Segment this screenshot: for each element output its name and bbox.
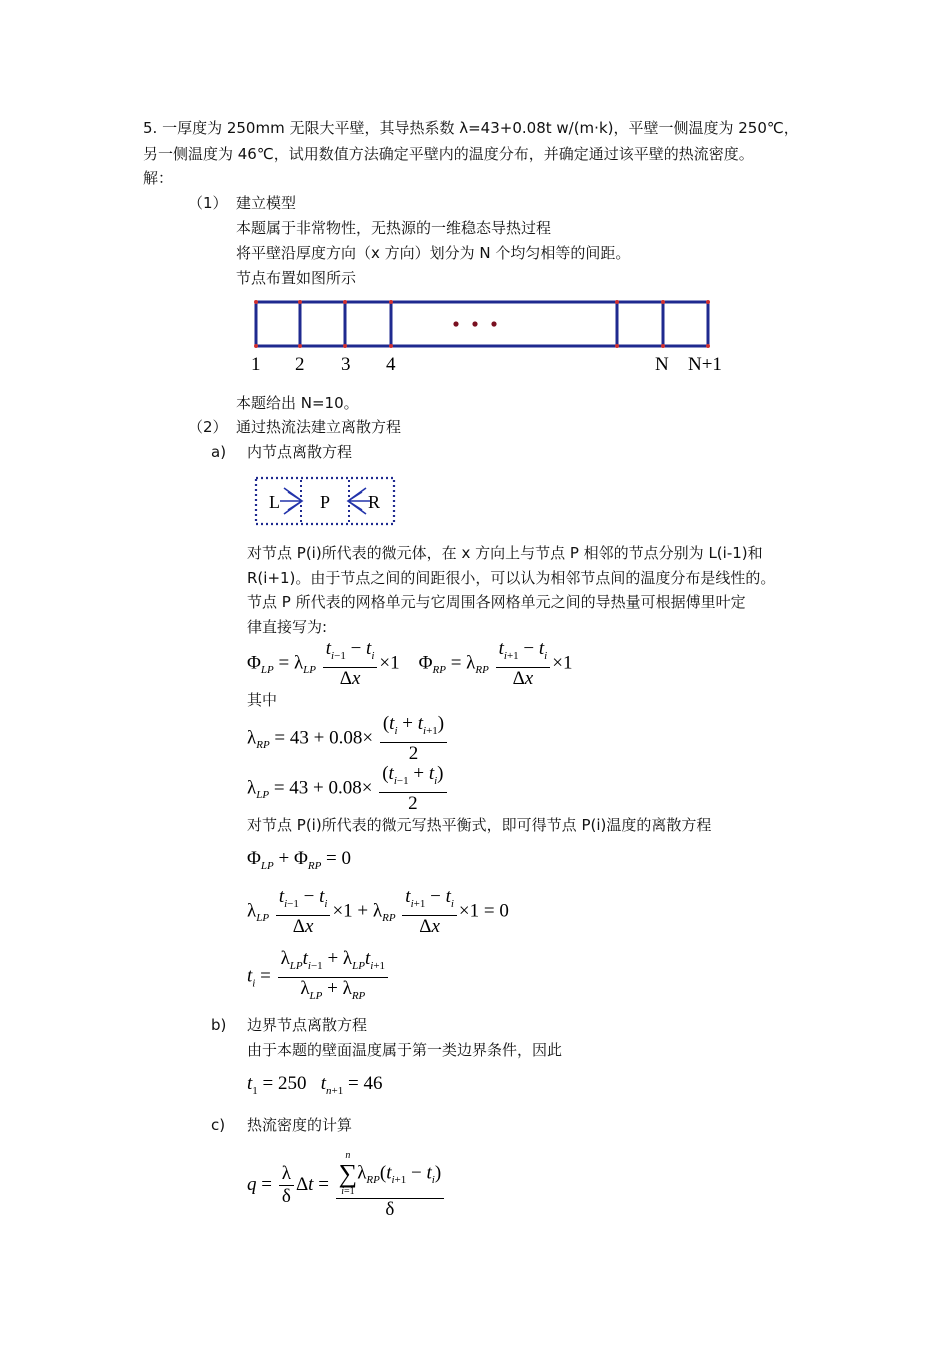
- part-a-para-3: 节点 P 所代表的网格单元与它周围各网格单元之间的导热量可根据傅里叶定: [247, 593, 746, 611]
- part-a-para-4: 律直接写为:: [247, 618, 328, 636]
- node-marker: [254, 344, 258, 348]
- step-1-title: 建立模型: [236, 194, 297, 212]
- part-b-label: b): [211, 1016, 227, 1034]
- part-a-para-2: R(i+1)。由于节点之间的间距很小，可以认为相邻节点间的温度分布是线性的。: [247, 569, 776, 587]
- node-marker: [706, 300, 710, 304]
- label-r: R: [368, 492, 381, 512]
- heat-flow-arrows-left: [280, 488, 302, 514]
- node-marker: [343, 300, 347, 304]
- step-1-text-3: 节点布置如图所示: [236, 269, 357, 287]
- wall-outline: [256, 302, 708, 346]
- equation-balance: $\Phi_{LP} + \Phi_{RP} = 0$: [247, 848, 352, 872]
- node-marker: [343, 344, 347, 348]
- step-2-number: （2）: [188, 418, 228, 436]
- node-marker: [389, 344, 393, 348]
- ellipsis-dot: [472, 321, 477, 326]
- label-p: P: [320, 492, 331, 512]
- step-1-text-1: 本题属于非常物性，无热源的一维稳态导热过程: [236, 219, 552, 237]
- problem-line-2: 另一侧温度为 46℃，试用数值方法确定平壁内的温度分布，并确定通过该平壁的热流密度。: [143, 145, 754, 163]
- equation-ti: $t_i$ = $\frac{\lambda_{LP}t_{i-1} + \lambda_{LP}t_{i+1}}{\lambda_{LP} + \lambda_{RP}}$: [247, 948, 390, 1007]
- part-a-para-1: 对节点 P(i)所代表的微元体，在 x 方向上与节点 P 相邻的节点分别为 L(i-1)和: [247, 544, 763, 562]
- equation-flux: $\Phi_{LP} = \lambda_{LP}$ $\frac{t_{i-1} - t_i}{\Delta x}$ ×1 $\Phi_{RP} = \lambda_{RP}$ $\frac{t_{i+1} - t_i}{\Delta x}$ ×1: [247, 638, 573, 689]
- equation-heat-flux: q = $\frac{\lambda}{\delta}$ Δt = n ∑ i=1 $\lambda_{RP}(t_{i+1} - t_i)$ δ: [247, 1150, 446, 1221]
- equation-boundary: $t_1 = 250$ $t_{n+1} = 46$: [247, 1073, 383, 1097]
- equation-lambda-lp: $\lambda_{LP} = 43 + 0.08\times$ $\frac{(t_{i-1} + t_i)}{2}$: [247, 763, 449, 815]
- equation-lambda-rp: $\lambda_{RP} = 43 + 0.08\times$ $\frac{(t_i + t_{i+1})}{2}$: [247, 713, 449, 765]
- ellipsis-dot: [491, 321, 496, 326]
- node-marker: [706, 344, 710, 348]
- node-marker: [615, 300, 619, 304]
- ellipsis-dots: [453, 321, 496, 326]
- node-label-1: 1: [251, 354, 261, 375]
- node-label-n-plus-1: N+1: [688, 354, 722, 375]
- step-1-text-4: 本题给出 N=10。: [236, 394, 359, 412]
- step-2-title: 通过热流法建立离散方程: [236, 418, 402, 436]
- ellipsis-dot: [453, 321, 458, 326]
- arrow-icon: [348, 488, 370, 514]
- node-marker: [298, 344, 302, 348]
- problem-line-1: 5. 一厚度为 250mm 无限大平壁，其导热系数 λ=43+0.08t w/(m·k)，平壁一侧温度为 250℃，: [143, 119, 799, 137]
- node-label-n: N: [655, 354, 669, 375]
- part-a-title: 内节点离散方程: [247, 443, 353, 461]
- node-marker: [254, 300, 258, 304]
- solution-label: 解：: [143, 169, 174, 187]
- heat-flow-arrows-right: [348, 488, 370, 514]
- node-marker: [298, 300, 302, 304]
- step-1-number: （1）: [188, 194, 228, 212]
- wall-grid: [256, 302, 708, 346]
- balance-text: 对节点 P(i)所代表的微元写热平衡式，即可得节点 P(i)温度的离散方程: [247, 816, 712, 834]
- part-b-text: 由于本题的壁面温度属于第一类边界条件，因此: [247, 1041, 563, 1059]
- part-b-title: 边界节点离散方程: [247, 1016, 368, 1034]
- part-c-title: 热流密度的计算: [247, 1116, 353, 1134]
- node-marker: [615, 344, 619, 348]
- node-marker: [389, 300, 393, 304]
- label-l: L: [269, 492, 280, 512]
- node-markers: [254, 300, 710, 348]
- part-a-label: a): [211, 443, 227, 461]
- node-marker: [661, 300, 665, 304]
- equation-discrete: $\lambda_{LP}$ $\frac{t_{i-1} - t_i}{\Delta x}$ $\times 1 + \lambda_{RP}$ $\frac{t_{i+1} - t_i}{\Delta x}$ ×1 = 0: [247, 886, 509, 937]
- node-label-3: 3: [341, 354, 351, 375]
- node-label-2: 2: [295, 354, 305, 375]
- where-label: 其中: [247, 691, 278, 709]
- step-1-text-2: 将平壁沿厚度方向（x 方向）划分为 N 个均匀相等的间距。: [236, 244, 631, 262]
- lpr-control-volume-diagram: [250, 474, 400, 528]
- node-label-4: 4: [386, 354, 396, 375]
- node-layout-diagram: [250, 296, 730, 378]
- node-marker: [661, 344, 665, 348]
- part-c-label: c): [211, 1116, 226, 1134]
- arrow-icon: [280, 488, 302, 514]
